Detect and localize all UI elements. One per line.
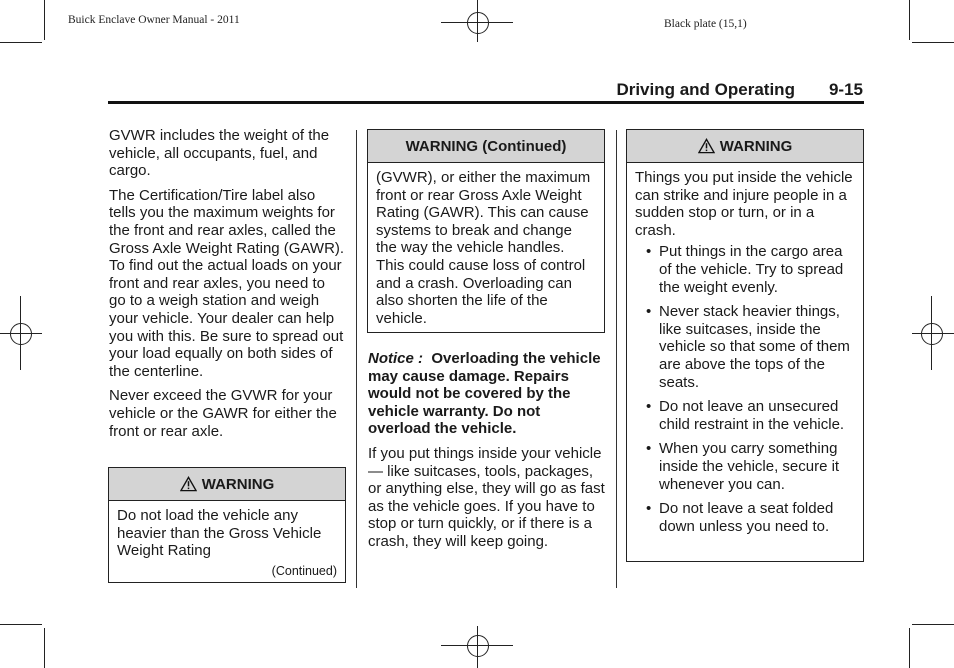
warning-intro: Things you put inside the vehicle can strike and injure people in a sudden stop or turn, or in a crash. — [635, 169, 853, 239]
print-header-left: Buick Enclave Owner Manual - 2011 — [68, 14, 240, 26]
warning-box — [626, 129, 864, 562]
warning-icon — [698, 138, 715, 154]
print-header-right: Black plate (15,1) — [664, 18, 747, 30]
notice — [368, 350, 606, 438]
warning-title: WARNING — [719, 137, 793, 155]
list-item: • Never stack heavier things, like suitcases, inside the vehicle so that some of them are above the tops of the seats. — [635, 303, 855, 391]
notice-label: Notice : — [368, 350, 424, 367]
warning-header: WARNING (Continued) — [368, 130, 604, 163]
running-head — [616, 80, 863, 100]
list-item: • When you carry something inside the vehicle, secure it whenever you can. — [635, 440, 855, 493]
warning-text: (GVWR), or either the maximum front or rear Gross Axle Weight Rating (GAWR). This can cause systems to break and change the way the vehicle handles. This could cause loss of control and a crash. Overloading can also shorten the life of the vehicle. — [376, 169, 591, 327]
column-divider — [356, 130, 357, 588]
column-1 — [109, 127, 345, 447]
warning-box-continued — [367, 129, 605, 333]
warning-text: Do not load the vehicle any heavier than the Gross Vehicle Weight Rating — [117, 507, 322, 560]
paragraph: The Certification/Tire label also tells you the maximum weights for the front and rear axles, called the Gross Axle Weight Rating (GAWR). To find out the actual loads on your front and rear axles, you need to go to a weigh station and weigh your vehicle. Your dealer can help you with this. Be sure to spread out your load equally on both sides of the centerline. — [109, 186, 345, 380]
list-item: • Do not leave an unsecured child restraint in the vehicle. — [635, 398, 855, 433]
page-number: 9-15 — [828, 80, 863, 99]
bullet-list — [635, 243, 855, 535]
section-title: Driving and Operating — [616, 80, 795, 99]
warning-header — [627, 130, 863, 163]
warning-box — [108, 467, 346, 583]
column-divider — [616, 130, 617, 588]
column-2 — [368, 350, 606, 558]
header-rule — [108, 101, 864, 104]
list-item: • Put things in the cargo area of the vehicle. Try to spread the weight evenly. — [635, 243, 855, 296]
notice-text: Overloading the vehicle may cause damage. Repairs would not be covered by the vehicle warranty. Do not overload the vehicle. — [368, 350, 601, 438]
continued-label: (Continued) — [271, 563, 337, 578]
warning-icon — [180, 476, 197, 492]
list-item: • Do not leave a seat folded down unless you need to. — [635, 500, 855, 535]
paragraph: If you put things inside your vehicle — like suitcases, tools, packages, or anything else, they will go as fast as the vehicle goes. If you have to stop or turn quickly, or if there is a crash, they will keep going. — [368, 444, 605, 550]
paragraph: GVWR includes the weight of the vehicle, all occupants, fuel, and cargo. — [109, 127, 330, 180]
warning-title: WARNING — [201, 475, 275, 493]
warning-header — [109, 468, 345, 501]
paragraph: Never exceed the GVWR for your vehicle or the GAWR for either the front or rear axle. — [109, 387, 337, 440]
